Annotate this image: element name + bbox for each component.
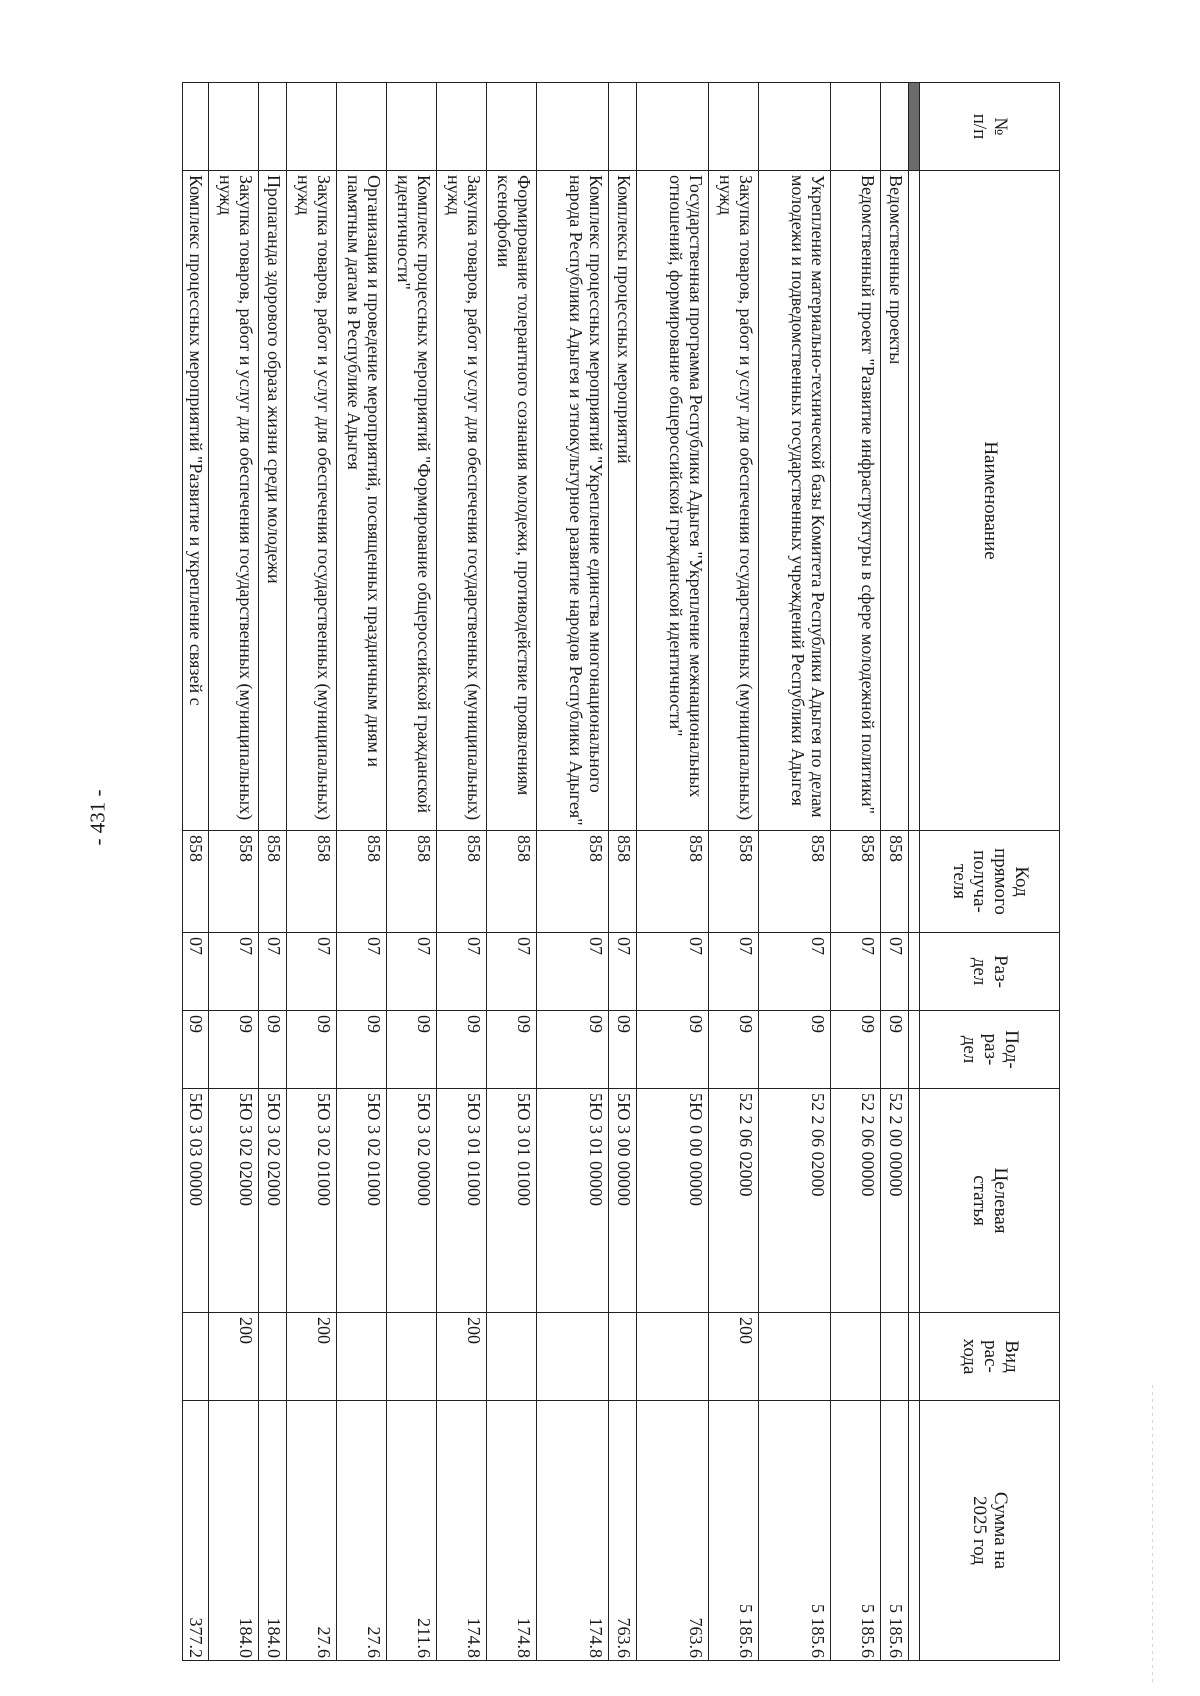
cell-tselevaya: 5Ю 3 02 00000	[387, 1089, 437, 1313]
cell-razdel: 07	[709, 933, 759, 1011]
cell-podrazdel: 09	[259, 1011, 287, 1089]
cell-podrazdel: 09	[287, 1011, 337, 1089]
table-row	[609, 83, 637, 1661]
table-row	[287, 83, 337, 1661]
cell-name: Организация и проведение мероприятий, посвященных праздничным дням и памятным датам в Республике Адыгея	[337, 171, 387, 831]
cell-tselevaya: 52 2 06 02000	[759, 1089, 831, 1313]
spacer-cell	[909, 831, 920, 933]
table-row	[183, 83, 209, 1661]
cell-podrazdel: 09	[437, 1011, 487, 1089]
header-tselevaya: Целевая статья	[920, 1089, 1060, 1313]
header-razdel: Раз- дел	[920, 933, 1060, 1011]
cell-razdel: 07	[609, 933, 637, 1011]
cell-code: 858	[709, 831, 759, 933]
cell-razdel: 07	[287, 933, 337, 1011]
header-code: Код прямого получа- теля	[920, 831, 1060, 933]
cell-summa: 184.0	[259, 1401, 287, 1661]
cell-vid	[831, 1313, 881, 1401]
cell-summa: 184.0	[209, 1401, 259, 1661]
header-podrazdel: Под- раз- дел	[920, 1011, 1060, 1089]
cell-tselevaya: 52 2 06 00000	[831, 1089, 881, 1313]
cell-tselevaya: 5Ю 3 01 01000	[437, 1089, 487, 1313]
header-name: Наименование	[920, 171, 1060, 831]
cell-vid: 200	[287, 1313, 337, 1401]
cell-name: Пропаганда здорового образа жизни среди молодежи	[259, 171, 287, 831]
cell-num	[209, 83, 259, 171]
cell-razdel: 07	[759, 933, 831, 1011]
cell-podrazdel: 09	[209, 1011, 259, 1089]
cell-tselevaya: 5Ю 3 01 01000	[487, 1089, 537, 1313]
cell-summa: 174.8	[437, 1401, 487, 1661]
cell-summa: 27.6	[287, 1401, 337, 1661]
cell-code: 858	[881, 831, 909, 933]
cell-code: 858	[487, 831, 537, 933]
cell-code: 858	[759, 831, 831, 933]
cell-num	[259, 83, 287, 171]
cell-name: Закупка товаров, работ и услуг для обеспечения государственных (муниципальных) нужд	[437, 171, 487, 831]
cell-code: 858	[831, 831, 881, 933]
cell-tselevaya: 5Ю 3 03 00000	[183, 1089, 209, 1313]
cell-podrazdel: 09	[487, 1011, 537, 1089]
cell-vid	[387, 1313, 437, 1401]
spacer-cell	[909, 1401, 920, 1661]
cell-vid: 200	[437, 1313, 487, 1401]
cell-podrazdel: 09	[183, 1011, 209, 1089]
table-row	[831, 83, 881, 1661]
cell-vid	[637, 1313, 709, 1401]
cell-tselevaya: 5Ю 3 02 02000	[259, 1089, 287, 1313]
cell-podrazdel: 09	[637, 1011, 709, 1089]
cell-tselevaya: 5Ю 3 02 02000	[209, 1089, 259, 1313]
cell-summa: 377.2	[183, 1401, 209, 1661]
cell-num	[709, 83, 759, 171]
cell-podrazdel: 09	[759, 1011, 831, 1089]
cell-razdel: 07	[437, 933, 487, 1011]
cell-podrazdel: 09	[881, 1011, 909, 1089]
cell-vid	[537, 1313, 609, 1401]
cell-name: Ведомственный проект "Развитие инфраструктуры в сфере молодежной политики"	[831, 171, 881, 831]
table-header-row	[920, 83, 1060, 1661]
cell-vid: 200	[209, 1313, 259, 1401]
spacer-cell	[909, 1011, 920, 1089]
cell-vid	[183, 1313, 209, 1401]
table-spacer-row	[909, 83, 920, 1661]
cell-tselevaya: 5Ю 3 02 01000	[337, 1089, 387, 1313]
cell-name: Ведомственные проекты	[881, 171, 909, 831]
cell-code: 858	[387, 831, 437, 933]
spacer-cell	[909, 171, 920, 831]
cell-tselevaya: 5Ю 3 01 00000	[537, 1089, 609, 1313]
cell-vid	[881, 1313, 909, 1401]
cell-summa: 27.6	[337, 1401, 387, 1661]
cell-code: 858	[637, 831, 709, 933]
budget-table-rotated	[115, 82, 1060, 1660]
cell-summa: 174.8	[537, 1401, 609, 1661]
cell-num	[287, 83, 337, 171]
cell-num	[387, 83, 437, 171]
cell-name: Формирование толерантного сознания молодежи, противодействие проявлениям ксенофобии	[487, 171, 537, 831]
cell-tselevaya: 52 2 06 02000	[709, 1089, 759, 1313]
cell-name: Комплексы процессных мероприятий	[609, 171, 637, 831]
cell-num	[537, 83, 609, 171]
scan-edge-decoration	[1152, 1385, 1153, 1685]
cell-name: Государственная программа Республики Адыгея "Укрепление межнациональных отношений, формирование общероссийской гражданской идентичности"	[637, 171, 709, 831]
cell-podrazdel: 09	[709, 1011, 759, 1089]
cell-num	[609, 83, 637, 171]
cell-vid	[759, 1313, 831, 1401]
cell-num	[831, 83, 881, 171]
spacer-cell	[909, 933, 920, 1011]
cell-summa: 5 185.6	[881, 1401, 909, 1661]
table-row	[337, 83, 387, 1661]
cell-tselevaya: 52 2 00 00000	[881, 1089, 909, 1313]
cell-code: 858	[337, 831, 387, 933]
table-row	[387, 83, 437, 1661]
cell-code: 858	[209, 831, 259, 933]
spacer-cell	[909, 83, 920, 171]
cell-razdel: 07	[337, 933, 387, 1011]
cell-code: 858	[609, 831, 637, 933]
cell-podrazdel: 09	[337, 1011, 387, 1089]
table-row	[881, 83, 909, 1661]
cell-num	[759, 83, 831, 171]
cell-podrazdel: 09	[537, 1011, 609, 1089]
cell-summa: 5 185.6	[759, 1401, 831, 1661]
table-row	[759, 83, 831, 1661]
cell-razdel: 07	[487, 933, 537, 1011]
cell-name: Закупка товаров, работ и услуг для обеспечения государственных (муниципальных) нужд	[209, 171, 259, 831]
cell-code: 858	[287, 831, 337, 933]
table-row	[537, 83, 609, 1661]
cell-code: 858	[437, 831, 487, 933]
cell-name: Комплекс процессных мероприятий "Укрепление единства многонационального народа Республики Адыгея и этнокультурное развитие народов Республики Адыгея"	[537, 171, 609, 831]
cell-tselevaya: 5Ю 0 00 00000	[637, 1089, 709, 1313]
cell-summa: 211.6	[387, 1401, 437, 1661]
table-row	[209, 83, 259, 1661]
cell-summa: 763.6	[609, 1401, 637, 1661]
table-row	[637, 83, 709, 1661]
cell-razdel: 07	[259, 933, 287, 1011]
cell-razdel: 07	[637, 933, 709, 1011]
cell-vid	[487, 1313, 537, 1401]
cell-num	[637, 83, 709, 171]
spacer-cell	[909, 1313, 920, 1401]
budget-table	[182, 82, 1060, 1661]
cell-summa: 5 185.6	[831, 1401, 881, 1661]
table-row	[487, 83, 537, 1661]
cell-razdel: 07	[209, 933, 259, 1011]
cell-razdel: 07	[183, 933, 209, 1011]
cell-code: 858	[537, 831, 609, 933]
cell-name: Закупка товаров, работ и услуг для обеспечения государственных (муниципальных) нужд	[709, 171, 759, 831]
cell-summa: 763.6	[637, 1401, 709, 1661]
cell-name: Комплекс процессных мероприятий "Развитие и укрепление связей с	[183, 171, 209, 831]
header-num: № п/п	[920, 83, 1060, 171]
cell-podrazdel: 09	[609, 1011, 637, 1089]
cell-num	[881, 83, 909, 171]
cell-tselevaya: 5Ю 3 02 01000	[287, 1089, 337, 1313]
cell-vid	[337, 1313, 387, 1401]
cell-tselevaya: 5Ю 3 00 00000	[609, 1089, 637, 1313]
cell-podrazdel: 09	[387, 1011, 437, 1089]
table-row	[259, 83, 287, 1661]
cell-summa: 5 185.6	[709, 1401, 759, 1661]
table-row	[709, 83, 759, 1661]
cell-code: 858	[259, 831, 287, 933]
cell-razdel: 07	[387, 933, 437, 1011]
cell-num	[437, 83, 487, 171]
header-vid: Вид рас- хода	[920, 1313, 1060, 1401]
cell-podrazdel: 09	[831, 1011, 881, 1089]
cell-name: Укрепление материально-технической базы Комитета Республики Адыгея по делам молодежи и подведомственных государственных учреждений Республики Адыгея	[759, 171, 831, 831]
table-row	[437, 83, 487, 1661]
cell-num	[337, 83, 387, 171]
cell-num	[183, 83, 209, 171]
cell-razdel: 07	[537, 933, 609, 1011]
cell-vid	[259, 1313, 287, 1401]
cell-razdel: 07	[881, 933, 909, 1011]
cell-summa: 174.8	[487, 1401, 537, 1661]
cell-vid: 200	[709, 1313, 759, 1401]
page-number: - 431 -	[85, 789, 110, 846]
header-summa: Сумма на 2025 год	[920, 1401, 1060, 1661]
cell-name: Комплекс процессных мероприятий "Формирование общероссийской гражданской идентичности"	[387, 171, 437, 831]
table-body	[183, 83, 920, 1661]
cell-razdel: 07	[831, 933, 881, 1011]
cell-num	[487, 83, 537, 171]
cell-vid	[609, 1313, 637, 1401]
spacer-cell	[909, 1089, 920, 1313]
cell-code: 858	[183, 831, 209, 933]
cell-name: Закупка товаров, работ и услуг для обеспечения государственных (муниципальных) нужд	[287, 171, 337, 831]
